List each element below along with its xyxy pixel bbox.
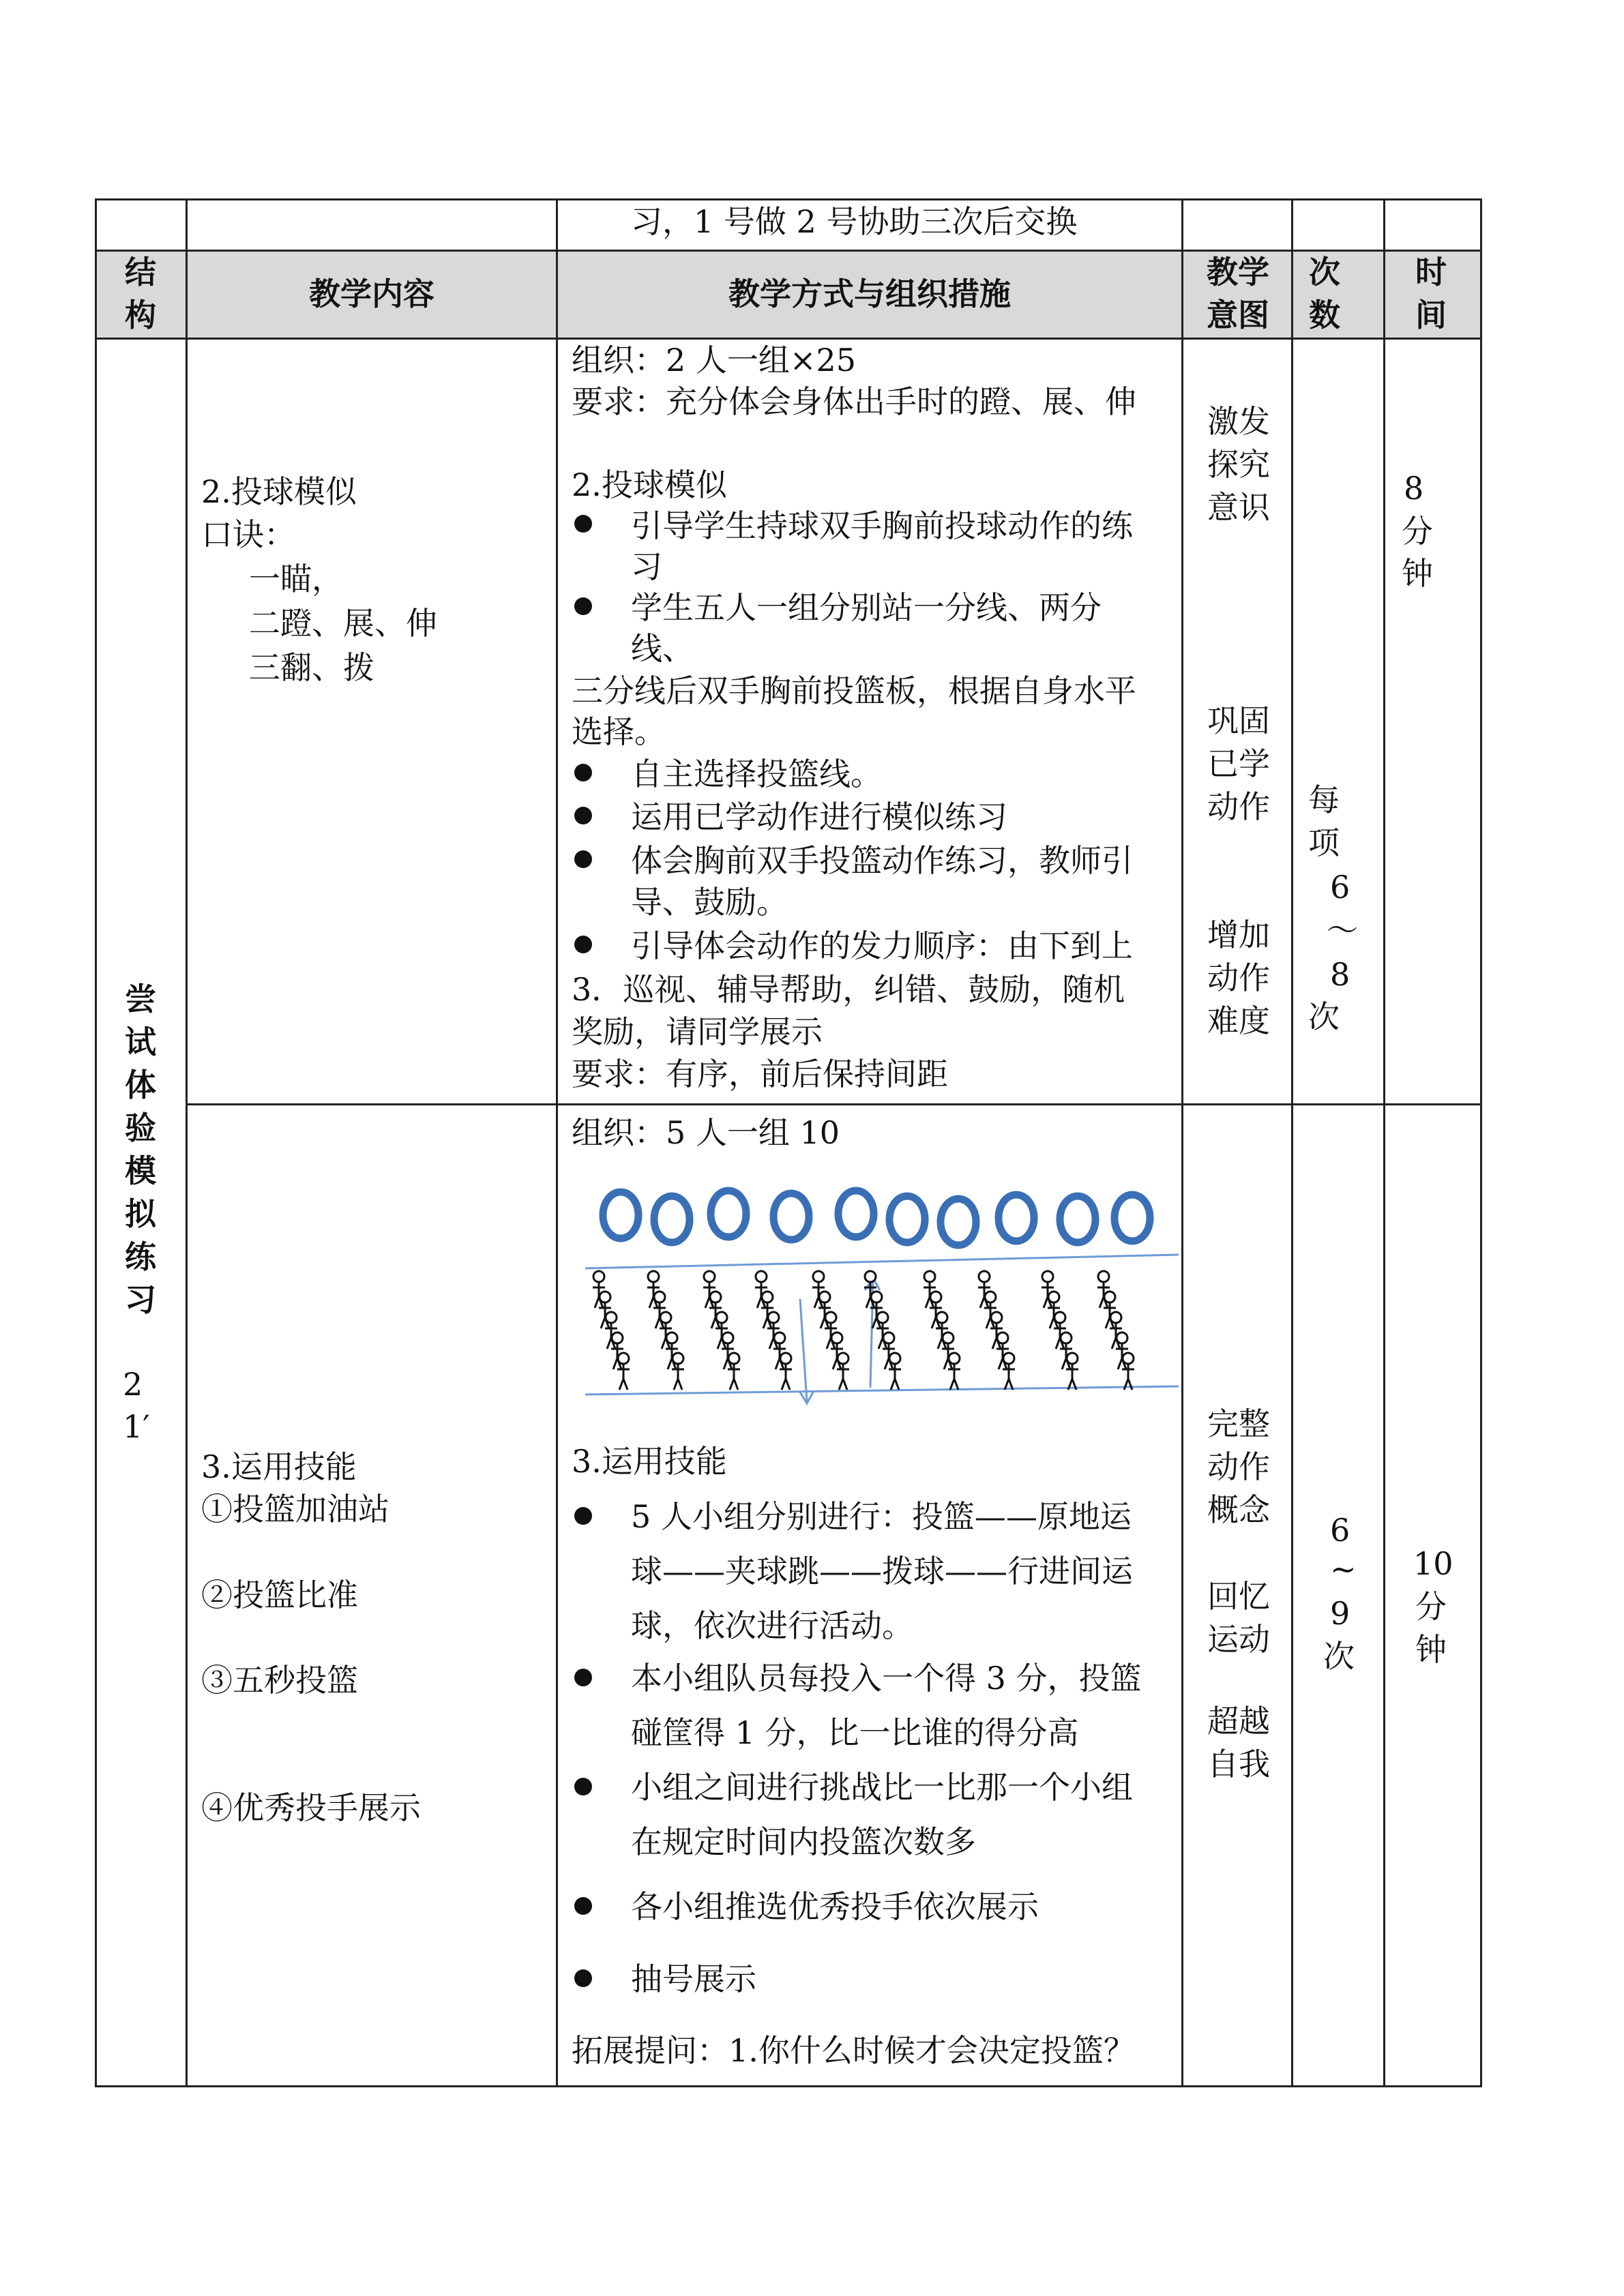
row1-content-title: 2.投球模似 bbox=[201, 473, 357, 510]
row1-time: 分 bbox=[1402, 513, 1433, 550]
player-icon bbox=[672, 1353, 684, 1390]
row2-count: ~ bbox=[1330, 1551, 1357, 1587]
row1-method-line: 运用已学动作进行模似练习 bbox=[631, 799, 1007, 835]
row2-intent: 完整动作概念 bbox=[1207, 1405, 1270, 1528]
row2-count: 6 bbox=[1330, 1512, 1350, 1549]
hoop-icon bbox=[773, 1193, 809, 1240]
row1-count: 8 bbox=[1330, 956, 1350, 993]
row2-intent: 回忆运动 bbox=[1207, 1578, 1270, 1658]
court-line bbox=[585, 1255, 1179, 1268]
row2-time: 分 bbox=[1415, 1588, 1447, 1625]
player-icon bbox=[617, 1353, 630, 1390]
row1-method-line: 要求：有序，前后保持间距 bbox=[572, 1056, 948, 1092]
section-minutes: 21′ bbox=[123, 1366, 150, 1445]
row2-content-item: ④优秀投手展示 bbox=[201, 1789, 421, 1826]
player-icon bbox=[837, 1353, 849, 1390]
bullet-icon bbox=[574, 1507, 592, 1525]
table-border bbox=[186, 1103, 1482, 1105]
table-border bbox=[186, 198, 188, 2087]
row1-time: 钟 bbox=[1402, 555, 1433, 592]
hoop-icon bbox=[1060, 1196, 1095, 1242]
bullet-icon bbox=[574, 764, 592, 781]
row1-count: 每 bbox=[1308, 781, 1340, 818]
row1-method-line: 引导学生持球双手胸前投球动作的练 bbox=[631, 507, 1133, 544]
row1-intent: 激发探究意识 bbox=[1207, 403, 1270, 526]
header-count: 次数 bbox=[1309, 254, 1340, 333]
player-icon bbox=[1122, 1353, 1134, 1390]
table-border bbox=[95, 198, 97, 2087]
row1-mnemonic-line: 一瞄， bbox=[249, 561, 343, 597]
table-border bbox=[1480, 198, 1482, 2087]
row1-method-line: 选择。 bbox=[572, 713, 666, 750]
hoop-icon bbox=[711, 1191, 746, 1237]
arrow-down-icon bbox=[800, 1299, 807, 1401]
bullet-icon bbox=[574, 807, 592, 824]
row2-method-line: 本小组队员每投入一个得 3 分，投篮 bbox=[631, 1660, 1142, 1697]
row1-intent: 增加动作难度 bbox=[1207, 916, 1270, 1039]
row1-count: 项 bbox=[1308, 824, 1340, 861]
row1-method-line: 自主选择投篮线。 bbox=[631, 756, 882, 792]
row2-method-line: 在规定时间内投篮次数多 bbox=[631, 1823, 976, 1860]
row2-content-item: ③五秒投篮 bbox=[201, 1662, 358, 1699]
player-icon bbox=[889, 1353, 901, 1390]
player-icon bbox=[1003, 1353, 1015, 1390]
bullet-icon bbox=[574, 850, 592, 868]
row1-method-line: 线、 bbox=[631, 630, 694, 667]
bullet-icon bbox=[574, 936, 592, 953]
bullet-icon bbox=[574, 1669, 592, 1686]
row1-method-line: 导、鼓励。 bbox=[631, 884, 788, 921]
row2-method-line: 小组之间进行挑战比一比那一个小组 bbox=[631, 1769, 1133, 1806]
row1-method-org: 组织：2 人一组×25 bbox=[572, 342, 856, 378]
top-row-method-text: 习，1 号做 2 号协助三次后交换 bbox=[631, 203, 1078, 240]
row2-method-line: 球，依次进行活动。 bbox=[631, 1607, 913, 1644]
row1-count: 6 bbox=[1330, 869, 1350, 906]
row1-intent: 巩固已学动作 bbox=[1207, 702, 1270, 825]
table-border bbox=[556, 198, 558, 2087]
row2-content-title: 3.运用技能 bbox=[201, 1448, 357, 1485]
row2-method-line: 5 人小组分别进行：投篮——原地运 bbox=[631, 1498, 1132, 1535]
row1-mnemonic-line: 二蹬、展、伸 bbox=[249, 605, 437, 642]
row2-content-item: ②投篮比准 bbox=[201, 1577, 358, 1613]
row1-method-line: 学生五人一组分别站一分线、两分 bbox=[631, 589, 1102, 626]
bullet-icon bbox=[574, 1969, 592, 1987]
table-border bbox=[1291, 198, 1293, 2087]
hoop-icon bbox=[838, 1191, 874, 1237]
row1-method-line: 习 bbox=[631, 548, 662, 585]
row2-method-org: 组织：5 人一组 10 bbox=[572, 1114, 840, 1151]
hoop-icon bbox=[603, 1192, 638, 1238]
bullet-icon bbox=[574, 1897, 592, 1915]
hoop-icon bbox=[1114, 1195, 1150, 1241]
row2-count: 次 bbox=[1323, 1638, 1355, 1675]
hoop-icon bbox=[654, 1196, 690, 1242]
row1-mnemonic-label: 口诀： bbox=[201, 516, 295, 553]
row2-content-item: ①投篮加油站 bbox=[201, 1491, 389, 1527]
player-icon bbox=[1066, 1353, 1078, 1390]
row2-time: 钟 bbox=[1415, 1631, 1447, 1668]
row1-mnemonic-line: 三翻、拨 bbox=[249, 649, 374, 686]
row2-time: 10 bbox=[1413, 1545, 1453, 1582]
header-intent: 教学意图 bbox=[1207, 254, 1269, 333]
header-content: 教学内容 bbox=[309, 275, 434, 312]
hoop-icon bbox=[999, 1195, 1034, 1241]
row1-method-title: 2.投球模似 bbox=[572, 466, 727, 503]
row2-method-line: 各小组推选优秀投手依次展示 bbox=[631, 1888, 1039, 1925]
row1-method-line: 体会胸前双手投篮动作练习，教师引 bbox=[631, 842, 1133, 879]
player-icon bbox=[948, 1353, 960, 1390]
row2-intent: 超越自我 bbox=[1207, 1703, 1270, 1783]
row1-method-line: 奖励，请同学展示 bbox=[572, 1013, 823, 1050]
player-icon bbox=[728, 1353, 740, 1390]
header-time: 时间 bbox=[1415, 254, 1447, 333]
hoop-icon bbox=[941, 1199, 976, 1245]
table-border bbox=[1383, 198, 1385, 2087]
section-label: 尝试体验模拟练习 bbox=[125, 981, 156, 1318]
row2-method-line: 碰筐得 1 分，比一比谁的得分高 bbox=[631, 1714, 1079, 1751]
header-structure: 结构 bbox=[125, 254, 156, 333]
row1-count: 次 bbox=[1308, 998, 1340, 1035]
row1-method-line: 三分线后双手胸前投篮板，根据自身水平 bbox=[572, 672, 1136, 709]
hoop-icon bbox=[889, 1196, 925, 1242]
bullet-icon bbox=[574, 515, 592, 533]
row1-method-req: 要求：充分体会身体出手时的蹬、展、伸 bbox=[572, 383, 1136, 420]
bullet-icon bbox=[574, 597, 592, 615]
table-border bbox=[1181, 198, 1183, 2087]
row2-method-line: 抽号展示 bbox=[631, 1960, 756, 1997]
row2-method-title: 3.运用技能 bbox=[572, 1443, 727, 1480]
table-border bbox=[95, 250, 1482, 252]
row2-method-line: 球——夹球跳——拨球——行进间运 bbox=[631, 1553, 1133, 1590]
header-method: 教学方式与组织措施 bbox=[728, 275, 1011, 312]
table-border bbox=[95, 2085, 1482, 2087]
bullet-icon bbox=[574, 1778, 592, 1795]
row1-method-line: 3．巡视、辅导帮助，纠错、鼓励，随机 bbox=[572, 971, 1125, 1008]
formation-diagram bbox=[558, 1152, 1181, 1425]
row1-count: ～ bbox=[1327, 912, 1358, 949]
row2-method-line: 拓展提问：1.你什么时候才会决定投篮？ bbox=[572, 2032, 1135, 2069]
player-icon bbox=[780, 1353, 792, 1390]
row1-time: 8 bbox=[1404, 470, 1424, 507]
row1-method-line: 引导体会动作的发力顺序：由下到上 bbox=[631, 927, 1133, 964]
row2-count: 9 bbox=[1330, 1595, 1350, 1632]
